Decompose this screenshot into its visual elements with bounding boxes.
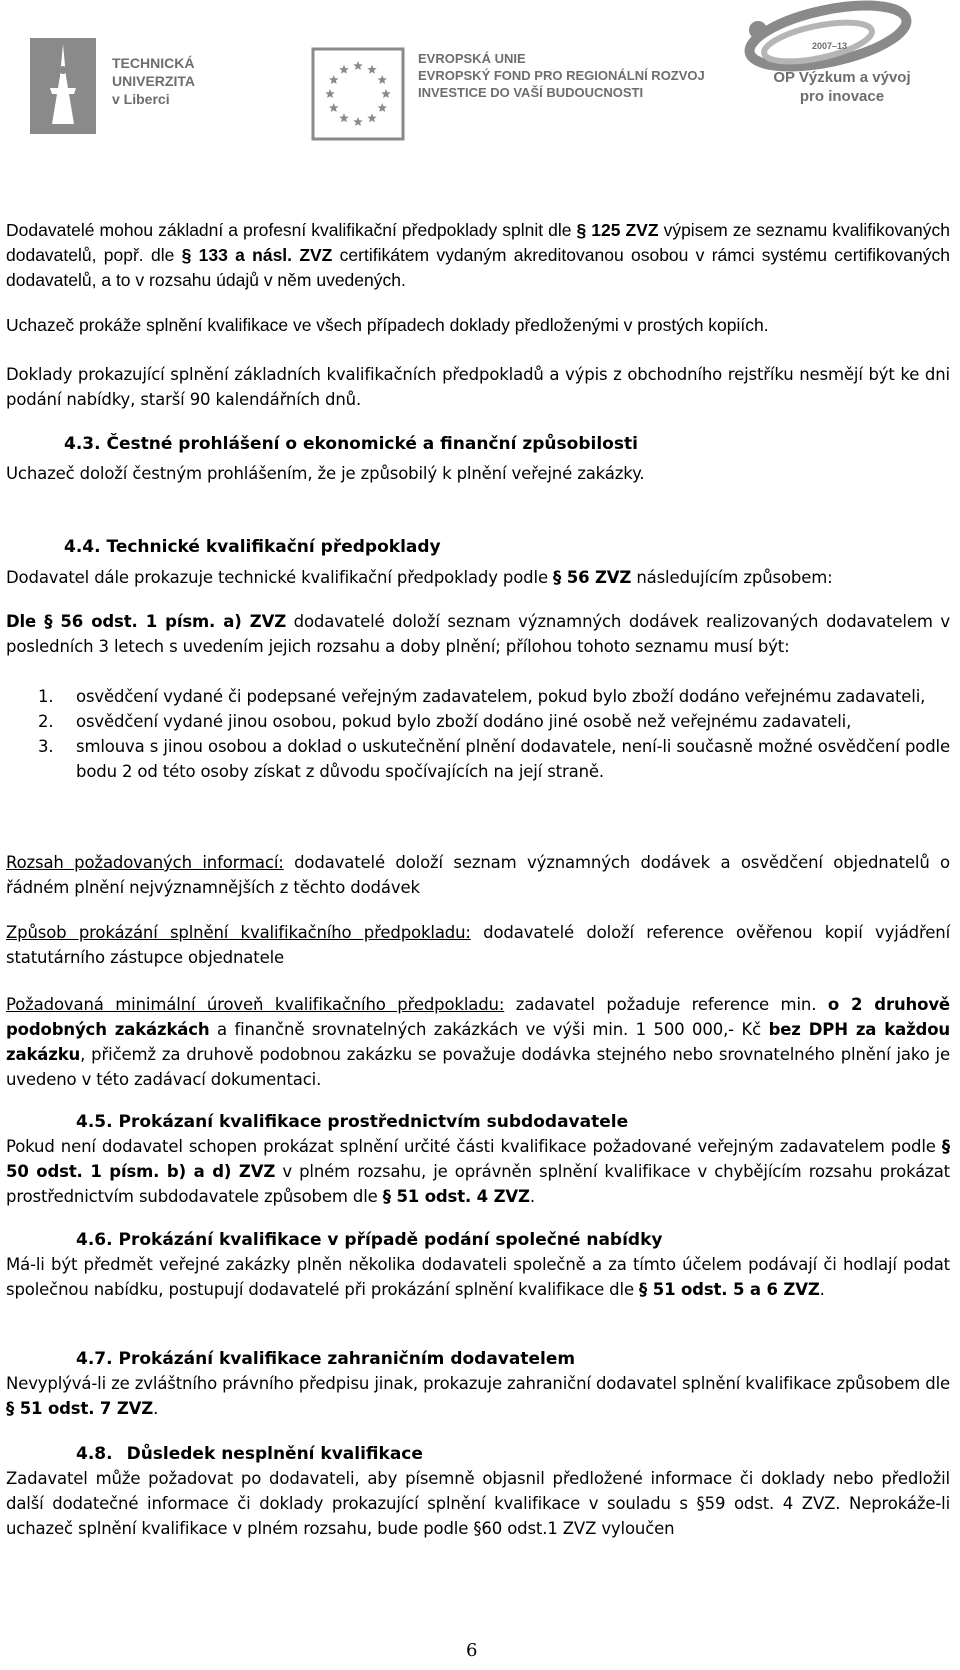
list-item-text: osvědčení vydané či podepsané veřejným zadavatelem, pokud bylo zboží dodáno veřejnému zadavateli, <box>76 687 926 706</box>
paragraph-4-4-intro <box>6 565 950 590</box>
s45-ref-50: § 50 odst. 1 písm. b) a d) ZVZ <box>6 1137 950 1181</box>
heading-4-5: 4.5. Prokázaní kvalifikace prostřednictvím subdodavatele <box>76 1112 629 1132</box>
eu-star-icon <box>339 113 349 122</box>
eu-star-icon <box>367 65 377 74</box>
paragraph-4-8: Zadavatel může požadovat po dodavateli, aby písemně objasnil předložené informace či doklady nebo předložil další dodatečné informace či doklady prokazující splnění kvalifikace v souladu s §59 odst. 4 ZVZ. Neprokáže-li uchazeč splnění kvalifikace v plném rozsahu, bude podle §60 odst.1 ZVZ vyloučen <box>6 1469 950 1538</box>
p1-ref-133: § 133 a násl. ZVZ <box>181 245 333 265</box>
list-item-text: osvědčení vydané jinou osobou, pokud bylo zboží dodáno jiné osobě než veřejnému zadavateli, <box>76 712 852 731</box>
p1-ref-125: § 125 ZVZ <box>576 220 659 240</box>
paragraph-4-6 <box>6 1252 950 1302</box>
list-item-number: 3. <box>38 737 54 756</box>
tul-line2: UNIVERZITA <box>112 73 195 89</box>
list-item <box>38 734 950 784</box>
paragraph-stari-dokladu: Doklady prokazující splnění základních kvalifikačních předpokladů a výpis z obchodního rejstříku nesmějí být ke dni podání nabídky, starší 90 kalendářních dnů. <box>6 365 950 409</box>
paragraph-seznam-dodavatelu <box>6 218 950 293</box>
heading-4-4: 4.4. Technické kvalifikační předpoklady <box>64 537 441 557</box>
s44-intro-a: Dodavatel dále prokazuje technické kvalifikační předpoklady podle <box>6 568 554 587</box>
rozsah-label: Rozsah požadovaných informací: <box>6 853 284 872</box>
paragraph-rozsah <box>6 850 950 900</box>
s47-text-a: Nevyplývá-li ze zvláštního právního předpisu jinak, prokazuje zahraniční dodavatel splnění kvalifikace způsobem dle <box>6 1374 950 1393</box>
eu-star-icon <box>353 117 363 126</box>
eu-logo <box>310 46 705 156</box>
paragraph-zpusob <box>6 920 950 970</box>
tul-emblem-icon <box>28 36 98 136</box>
list-prilohy <box>38 684 950 784</box>
page-number: 6 <box>466 1640 478 1661</box>
min-label: Požadovaná minimální úroveň kvalifikačního předpokladu: <box>6 995 505 1014</box>
eu-star-icon <box>329 103 339 112</box>
min-text-e: , přičemž za druhově podobnou zakázku se považuje dodávka stejného nebo srovnatelného plnění jako je uvedeno v této zadávací dokumentaci. <box>6 1045 950 1089</box>
list-item <box>38 684 950 709</box>
heading-4-8-text: Důsledek nesplnění kvalifikace <box>126 1444 423 1464</box>
paragraph-4-7 <box>6 1371 950 1421</box>
paragraph-4-3: Uchazeč doloží čestným prohlášením, že je způsobilý k plnění veřejné zakázky. <box>6 464 645 483</box>
rozsah-text: dodavatelé doloží seznam významných dodávek a osvědčení objednatelů o řádném plnění nejvýznamnějších z těchto dodávek <box>6 853 951 897</box>
s44-ref-56-1a: Dle § 56 odst. 1 písm. a) ZVZ <box>6 612 287 631</box>
tul-line3: v Liberci <box>112 91 170 107</box>
paragraph-4-5 <box>6 1134 950 1209</box>
list-item-number: 2. <box>38 712 54 731</box>
min-text-a: zadavatel požaduje reference min. <box>504 995 828 1014</box>
heading-4-3: 4.3. Čestné prohlášení o ekonomické a finanční způsobilosti <box>64 434 638 454</box>
op-line2: pro inovace <box>799 88 885 105</box>
min-text-d: bez DPH za každou zakázku <box>6 1020 950 1064</box>
heading-4-8-number: 4.8. <box>76 1444 113 1464</box>
zpusob-label: Způsob prokázání splnění kvalifikačního předpokladu: <box>6 923 471 942</box>
min-text-c: a finančně srovnatelných zakázkách ve výši min. 1 500 000,- Kč <box>209 1020 769 1039</box>
s46-text-c: . <box>819 1280 825 1299</box>
eu-star-icon <box>367 113 377 122</box>
eu-line1: EVROPSKÁ UNIE <box>418 51 526 66</box>
op-line1: OP Výzkum a vývoj <box>773 69 911 86</box>
op-years: 2007–13 <box>812 41 848 51</box>
list-item-text: smlouva s jinou osobou a doklad o uskutečnění plnění dodavatele, není-li současně možné osvědčení podle bodu 2 od této osoby získat z důvodu spočívajících na její straně. <box>76 737 950 781</box>
op-vavpi-logo <box>718 0 958 120</box>
eu-star-icon <box>381 89 391 98</box>
eu-star-icon <box>377 103 387 112</box>
eu-star-icon <box>377 75 387 84</box>
s45-text-c: v plném rozsahu, je oprávněn splnění kvalifikace v chybějícím rozsahu prokázat prostřednictvím subdodavatele způsobem dle <box>6 1162 950 1206</box>
paragraph-kopie: Uchazeč prokáže splnění kvalifikace ve všech případech doklady předloženými v prostých kopiích. <box>6 315 769 335</box>
paragraph-4-4-dle <box>6 609 950 659</box>
tul-line1: TECHNICKÁ <box>112 55 195 71</box>
eu-star-icon <box>339 65 349 74</box>
heading-4-8 <box>76 1442 423 1467</box>
s44-dle-text: dodavatelé doloží seznam významných dodávek realizovaných dodavatelem v posledních 3 letech s uvedením jejich rozsahu a doby plnění; přílohou tohoto seznamu musí být: <box>6 612 950 656</box>
s45-text-e: . <box>529 1187 535 1206</box>
s45-ref-51-4: § 51 odst. 4 ZVZ <box>382 1187 530 1206</box>
tul-logo <box>28 36 268 146</box>
paragraph-minimalni-uroven <box>6 992 950 1092</box>
s44-ref-56: § 56 ZVZ <box>553 568 632 587</box>
s44-intro-c: následujícím způsobem: <box>631 568 833 587</box>
p1-text-a: Dodavatelé mohou základní a profesní kvalifikační předpoklady splnit dle <box>6 220 577 240</box>
eu-line3: INVESTICE DO VAŠÍ BUDOUCNOSTI <box>418 85 644 100</box>
eu-flag-icon <box>310 46 406 142</box>
s45-text-a: Pokud není dodavatel schopen prokázat splnění určité části kvalifikace požadované veřejným zadavatelem podle <box>6 1137 942 1156</box>
s47-ref-51-7: § 51 odst. 7 ZVZ <box>6 1399 154 1418</box>
eu-line2: EVROPSKÝ FOND PRO REGIONÁLNÍ ROZVOJ <box>418 68 705 83</box>
s47-text-c: . <box>153 1399 159 1418</box>
eu-star-icon <box>325 89 335 98</box>
list-item-number: 1. <box>38 687 54 706</box>
min-text-b: o 2 druhově podobných zakázkách <box>6 995 950 1039</box>
p1-text-e: certifikátem vydaným akreditovanou osobou v rámci systému certifikovaných dodavatelů, a to v rozsahu údajů v něm uvedených. <box>6 245 950 290</box>
s46-text-a: Má-li být předmět veřejné zakázky plněn několika dodavateli společně a za tímto účelem podávají či hodlají podat společnou nabídku, postupují dodavatelé při prokázání splnění kvalifikace dle <box>6 1255 950 1299</box>
eu-star-icon <box>353 61 363 70</box>
zpusob-text: dodavatelé doloží reference ověřenou kopií vyjádření statutárního zástupce objednatele <box>6 923 950 967</box>
p1-text-c: výpisem ze seznamu kvalifikovaných dodavatelů, popř. dle <box>6 220 950 265</box>
list-item <box>38 709 950 734</box>
heading-4-6: 4.6. Prokázání kvalifikace v případě podání společné nabídky <box>76 1230 663 1250</box>
s46-ref-51-5-6: § 51 odst. 5 a 6 ZVZ <box>639 1280 820 1299</box>
heading-4-7: 4.7. Prokázání kvalifikace zahraničním dodavatelem <box>76 1349 576 1369</box>
eu-star-icon <box>329 75 339 84</box>
